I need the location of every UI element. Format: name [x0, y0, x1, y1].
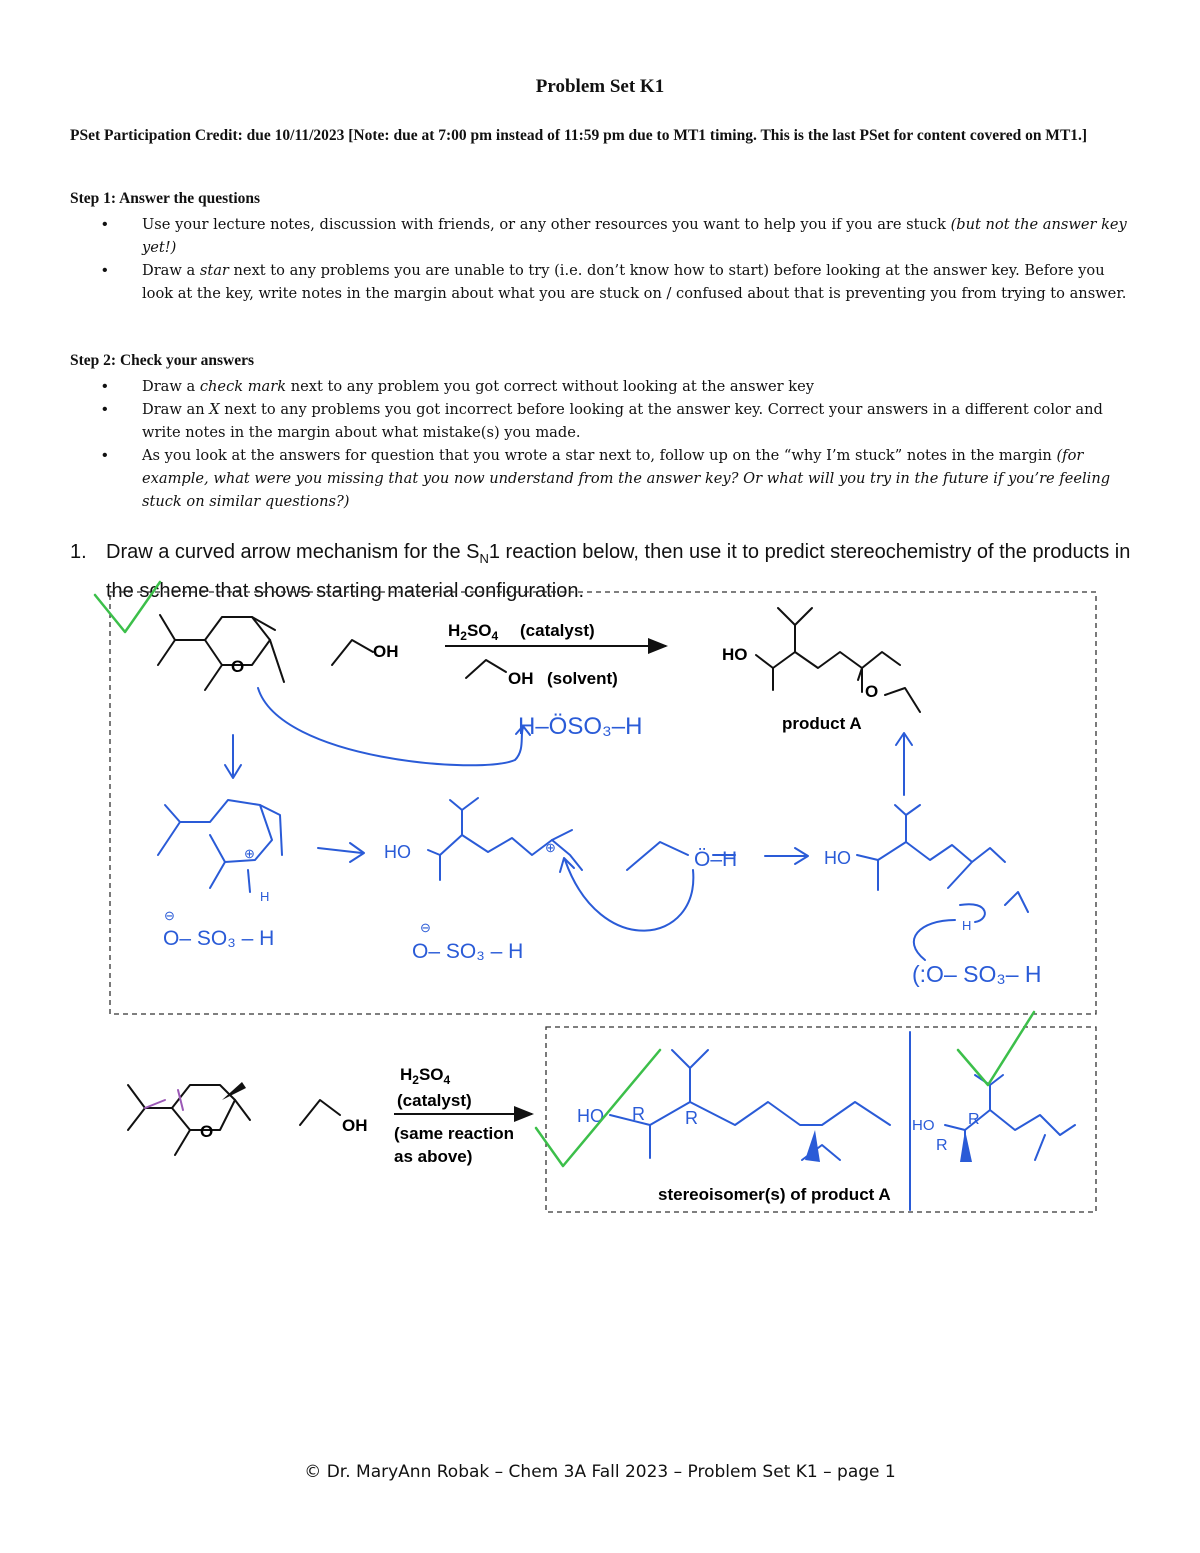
product-a-label: product A — [782, 714, 862, 733]
ink-r-3: R — [936, 1137, 948, 1154]
step1-bullet-2: • Draw a star next to any problems you are unable to try (i.e. don’t know how to start) before looking at the answer key. Before you look at the key, write notes in the margin about what you are stuck on / confused about that is preventing you from trying to answer. — [70, 259, 1140, 305]
ethanol-reagent-2 — [300, 1100, 340, 1125]
ink-ho-4: HO — [912, 1117, 935, 1134]
svg-text:⊕: ⊕ — [244, 846, 255, 861]
ink-ho-1: HO — [384, 842, 411, 862]
catalyst-label-1: (catalyst) — [520, 621, 595, 640]
step2-bullet-3: • As you look at the answers for question that you wrote a star next to, follow up on the “why I’m stuck” notes in the margin (for example, what were you missing that you now understand from the answer key? Or what will you try in the future if you’re feeling stuck on similar questions?) — [70, 444, 1140, 513]
ink-ho-3: HO — [577, 1106, 604, 1126]
solvent-oh: OH — [508, 669, 534, 688]
ink-acid: H–ÖSO₃–H — [518, 713, 643, 740]
solvent-label: (solvent) — [547, 669, 618, 688]
ethanol-solvent — [466, 660, 506, 678]
ink-r-1: R — [632, 1104, 645, 1124]
check-mark-1 — [95, 582, 160, 632]
sm2-oxygen: O — [200, 1122, 214, 1141]
ink-base: (:O– SO₃– H — [912, 961, 1042, 987]
ink-h-2: H — [962, 918, 972, 933]
svg-text:⊖: ⊖ — [420, 920, 431, 935]
starting-material-2 — [128, 1085, 250, 1155]
reagent2-oh: OH — [342, 1116, 368, 1135]
step1-heading: Step 1: Answer the questions — [70, 190, 261, 207]
ink-bisulfate-2: O– SO₃ – H — [412, 940, 524, 963]
page-footer: © Dr. MaryAnn Robak – Chem 3A Fall 2023 – Problem Set K1 – page 1 — [304, 1462, 896, 1482]
product-a-structure — [756, 608, 920, 712]
step1-bullet-1: • Use your lecture notes, discussion with friends, or any other resources you want to help you if you are stuck (but not the answer key yet!) — [70, 213, 1140, 259]
acid-label-2: $H_2SO_4$ — [400, 1065, 451, 1087]
ink-r-2: R — [685, 1108, 698, 1128]
ink-bisulfate-1: O– SO₃ – H — [163, 927, 275, 950]
ink-ho-2: HO — [824, 848, 851, 868]
page-title: Problem Set K1 — [535, 76, 665, 97]
acid-label-1: $H_2SO_4$ — [448, 621, 499, 643]
catalyst-label-2: (catalyst) — [397, 1091, 472, 1110]
question-number: 1. — [70, 541, 87, 563]
ink-h-1: H — [260, 889, 270, 904]
ink-wedge-2 — [960, 1130, 972, 1162]
note-line-2: as above) — [394, 1147, 473, 1166]
sm1-oxygen: O — [231, 657, 245, 676]
ethanol-reagent-1 — [332, 640, 373, 665]
ink-ethanol: Ö–H — [694, 848, 738, 871]
ink-r-4: R — [968, 1111, 980, 1128]
question-text: Draw a curved arrow mechanism for the $S_N1$ reaction below, then use it to predict stereochemistry of the products in the scheme that shows starting material configuration. — [106, 541, 1131, 602]
svg-text:⊕: ⊕ — [545, 840, 556, 855]
check-mark-3 — [958, 1012, 1034, 1085]
starting-material-1 — [158, 615, 284, 690]
product-a-ho: HO — [722, 645, 748, 664]
note-line-1: (same reaction — [394, 1124, 514, 1143]
step2-heading: Step 2: Check your answers — [70, 352, 254, 369]
ink-wedge-1 — [805, 1130, 820, 1162]
stereoisomer-label: stereoisomer(s) of product A — [658, 1185, 891, 1204]
participation-credit-note: PSet Participation Credit: due 10/11/2023 [Note: due at 7:00 pm instead of 11:59 pm due to MT1 timing. This is the last PSet for content covered on MT1.] — [70, 127, 1088, 144]
step2-bullet-1: • Draw a check mark next to any problem you got correct without looking at the answer key — [70, 375, 1140, 398]
product-a-oxygen: O — [865, 682, 879, 701]
reagent1-oh: OH — [373, 642, 399, 661]
step2-bullet-2: • Draw an X next to any problems you got incorrect before looking at the answer key. Correct your answers in a different color and write notes in the margin about what mistake(s) you made. — [70, 398, 1140, 444]
svg-text:⊖: ⊖ — [164, 908, 175, 923]
